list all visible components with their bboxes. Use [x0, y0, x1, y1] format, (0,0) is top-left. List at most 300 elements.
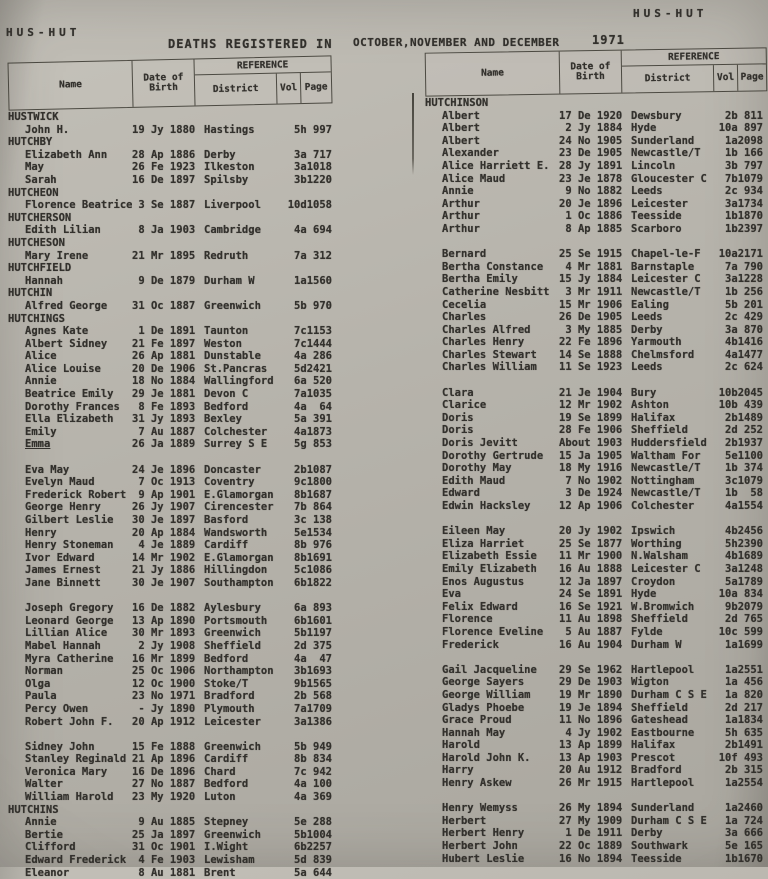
entry-vol-page: 7a1035 — [287, 388, 332, 401]
entry-vol-page: 1b1870 — [718, 210, 763, 223]
table-row — [8, 615, 334, 628]
entry-district: Hartlepool — [631, 777, 695, 790]
table-row — [425, 122, 765, 135]
entry-vol-page: 10c 599 — [718, 625, 763, 638]
table-row — [425, 399, 765, 412]
table-row — [425, 764, 765, 777]
entry-district: Newcastle/T — [631, 462, 701, 475]
entry-name: Sarah — [25, 173, 57, 186]
entry-district: Sheffield — [631, 613, 688, 626]
table-row — [425, 550, 765, 563]
table-row — [425, 173, 765, 186]
table-row — [425, 324, 765, 337]
table-header-left — [7, 55, 332, 110]
entry-vol-page: 4a 694 — [287, 224, 332, 237]
entry-district: Bexley — [204, 413, 242, 426]
table-row — [425, 185, 765, 198]
table-row — [8, 401, 334, 414]
entry-vol-page: 5b1197 — [287, 627, 332, 640]
entry-name: Dorothy Gertrude — [442, 449, 544, 462]
table-row — [8, 438, 334, 451]
table-row — [425, 827, 765, 840]
entry-birth-date: 25 Oc 1906 — [132, 665, 196, 678]
entry-birth-date: 29 De 1903 — [559, 676, 623, 689]
entry-name: Charles Henry — [442, 336, 525, 349]
entry-district: Weston — [204, 337, 242, 350]
entry-vol-page: 3a 666 — [718, 827, 763, 840]
table-row — [8, 300, 334, 313]
entry-district: Greenwich — [204, 627, 261, 640]
entry-name: Edith Maud — [442, 474, 506, 487]
entry-birth-date: 1 De 1911 — [559, 827, 623, 840]
entry-district: Greenwich — [204, 299, 261, 312]
entry-birth-date: 26 De 1905 — [559, 311, 623, 324]
entry-vol-page: 7c1153 — [287, 325, 332, 338]
entry-district: Newcastle/T — [631, 487, 701, 500]
entry-district: Barnstaple — [631, 260, 695, 273]
table-row — [8, 413, 334, 426]
entry-name: Florence Eveline — [442, 625, 544, 638]
entry-name: Dorothy May — [442, 462, 512, 475]
entry-vol-page: 1a 724 — [718, 814, 763, 827]
entry-vol-page: 3b 797 — [718, 159, 763, 172]
entry-district: Huddersfield — [631, 437, 707, 450]
entry-district: Basford — [204, 514, 249, 526]
entry-birth-date: 23 My 1920 — [132, 791, 196, 804]
entry-district: Dunstable — [204, 350, 261, 363]
entry-vol-page: 5e 288 — [287, 816, 332, 829]
entry-birth-date: About 1903 — [559, 437, 623, 450]
entry-vol-page: 1a 820 — [718, 688, 763, 701]
table-row — [8, 829, 334, 842]
entry-vol-page: 4a 47 — [287, 652, 332, 665]
entry-name: Charles Stewart — [442, 348, 537, 361]
entry-vol-page: 5d 839 — [287, 854, 332, 867]
entry-name: Ivor Edward — [25, 551, 95, 564]
entry-district: Greenwich — [204, 740, 261, 753]
entry-vol-page: 5b 949 — [287, 740, 332, 753]
entry-vol-page: 3a1248 — [718, 562, 763, 575]
surname-row: HUTCHINS — [8, 803, 59, 816]
entry-name: Sidney John — [25, 740, 95, 753]
entry-birth-date: 15 Jy 1884 — [559, 273, 623, 286]
entry-birth-date: 19 Jy 1880 — [132, 123, 196, 136]
column-header-reference: REFERENCE — [194, 56, 330, 75]
entry-district: Leicester — [631, 197, 688, 210]
entry-name: Florence — [442, 613, 493, 626]
entry-district: Leeds — [631, 185, 663, 198]
table-row — [425, 147, 765, 160]
entry-birth-date: 31 Oc 1901 — [132, 841, 196, 854]
entry-vol-page: 4a1873 — [287, 425, 332, 438]
table-row — [8, 350, 334, 363]
entry-district: Hillingdon — [204, 564, 268, 577]
entry-name: Bertie — [25, 828, 63, 841]
entry-vol-page: 5b 201 — [718, 298, 763, 311]
table-row — [8, 690, 334, 703]
entry-name: Charles — [442, 311, 487, 324]
table-row — [425, 299, 765, 312]
entry-birth-date: 28 Ap 1886 — [132, 148, 196, 161]
entry-vol-page: 5a 391 — [287, 413, 332, 426]
entry-birth-date: 19 Je 1894 — [559, 701, 623, 714]
block-gap — [8, 728, 334, 741]
entry-district: Aylesbury — [204, 602, 261, 615]
entry-district: I.Wight — [204, 841, 249, 854]
entry-vol-page: 1a2460 — [718, 802, 763, 815]
entry-vol-page: 2c 429 — [718, 311, 763, 324]
column-header-district: District — [622, 65, 714, 92]
entry-vol-page: 10b 439 — [718, 399, 763, 412]
entry-birth-date: 17 De 1920 — [559, 109, 623, 122]
entry-vol-page: 7b1079 — [718, 172, 763, 185]
entry-birth-date: 19 Mr 1890 — [559, 688, 623, 701]
block-gap — [8, 590, 334, 603]
table-row — [8, 703, 334, 716]
table-row — [8, 816, 334, 829]
entry-birth-date: - Jy 1890 — [132, 702, 196, 715]
table-row — [425, 639, 765, 652]
entry-birth-date: 20 Ap 1912 — [132, 715, 196, 728]
entry-birth-date: 20 Je 1896 — [559, 197, 623, 210]
page-title: DEATHS REGISTERED IN — [168, 37, 333, 51]
entry-birth-date: 4 Fe 1903 — [132, 854, 196, 867]
entry-district: Hyde — [631, 588, 657, 601]
entry-name: Albert — [442, 109, 480, 122]
entry-name: Charles William — [442, 361, 537, 374]
entry-vol-page: 3a1018 — [287, 161, 332, 174]
entry-vol-page: 2d 765 — [718, 613, 763, 626]
entry-name: Albert — [442, 134, 480, 147]
entry-name: Stanley Reginald — [25, 753, 127, 766]
entry-birth-date: 23 Je 1878 — [559, 172, 623, 185]
entry-name: Arthur — [442, 197, 480, 210]
table-row — [8, 753, 334, 766]
entry-birth-date: 7 Au 1887 — [132, 425, 196, 438]
table-row — [425, 261, 765, 274]
entry-district: Sheffield — [631, 701, 688, 714]
table-row — [425, 727, 765, 740]
entry-vol-page: 4a 369 — [287, 791, 332, 804]
entry-birth-date: 26 Ap 1881 — [132, 350, 196, 363]
entry-vol-page: 7b 864 — [287, 501, 332, 514]
entry-district: Northampton — [204, 665, 274, 678]
entry-birth-date: 4 Jy 1902 — [559, 726, 623, 739]
entry-district: Plymouth — [204, 702, 255, 715]
entry-vol-page: 6a 893 — [287, 602, 332, 615]
table-row — [8, 791, 334, 804]
table-row — [425, 475, 765, 488]
entry-birth-date: 12 Ja 1897 — [559, 575, 623, 588]
entry-vol-page: 1b2397 — [718, 222, 763, 235]
entry-district: Sunderland — [631, 802, 695, 815]
entry-birth-date: 30 Mr 1893 — [132, 627, 196, 640]
entry-district: Halifax — [631, 739, 676, 752]
entry-district: W.Bromwich — [631, 600, 695, 613]
entry-vol-page: 2d 375 — [287, 639, 332, 652]
entry-name: Edward Frederick — [25, 854, 127, 867]
entry-district: Taunton — [204, 325, 249, 338]
table-row — [425, 601, 765, 614]
entry-vol-page: 3a 717 — [287, 148, 332, 161]
entry-district: Dewsbury — [631, 109, 682, 122]
entry-name: Myra Catherine — [25, 652, 114, 665]
entry-vol-page: 10f 493 — [718, 751, 763, 764]
entry-name: Herbert John — [442, 840, 518, 853]
entry-district: Derby — [204, 148, 236, 161]
entry-birth-date: 28 Fe 1906 — [559, 424, 623, 437]
entry-district: Bedford — [204, 652, 249, 665]
entry-vol-page: 3a 870 — [718, 323, 763, 336]
entry-district: Leicester C — [631, 562, 701, 575]
entry-district: St.Pancras — [204, 362, 268, 375]
entry-district: N.Walsham — [631, 550, 688, 563]
table-row — [425, 462, 765, 475]
entry-name: Elizabeth Ann — [25, 148, 108, 161]
entry-vol-page: 10a 834 — [718, 588, 763, 601]
entry-name: Emma — [25, 438, 51, 451]
entry-vol-page: 1b 374 — [718, 462, 763, 475]
entry-birth-date: 26 Mr 1915 — [559, 777, 623, 790]
entry-district: Eastbourne — [631, 726, 695, 739]
entry-birth-date: 8 Au 1881 — [132, 866, 196, 879]
entry-vol-page: 2d 217 — [718, 701, 763, 714]
entry-vol-page: 3c1079 — [718, 474, 763, 487]
entry-name: Gilbert Leslie — [25, 514, 114, 526]
entry-birth-date: 4 Je 1889 — [132, 539, 196, 552]
entry-birth-date: 12 Oc 1900 — [132, 677, 196, 690]
column-divider-rule — [412, 93, 414, 175]
entry-name: Leonard George — [25, 614, 114, 627]
table-row — [425, 739, 765, 752]
entry-district: Bradford — [204, 690, 255, 703]
table-row — [8, 627, 334, 640]
table-row — [425, 424, 765, 437]
entry-birth-date: 29 Je 1881 — [132, 388, 196, 401]
table-row — [425, 387, 765, 400]
entry-birth-date: 23 No 1971 — [132, 690, 196, 703]
entry-name: George Henry — [25, 501, 101, 514]
entry-name: Henry — [25, 526, 57, 539]
entry-vol-page: 5e 165 — [718, 840, 763, 853]
column-header-district: District — [195, 74, 278, 106]
entry-vol-page: 2b1491 — [718, 739, 763, 752]
entry-name: Walter — [25, 778, 63, 791]
entry-district: Durham W — [631, 638, 682, 651]
entry-birth-date: 9 No 1882 — [559, 185, 623, 198]
table-row — [425, 160, 765, 173]
entry-vol-page: 6a 520 — [287, 375, 332, 388]
entry-name: Alice Harriett E. — [442, 159, 550, 172]
entry-name: Bertha Emily — [442, 273, 518, 286]
table-row — [8, 174, 334, 187]
entry-vol-page: 5b1004 — [287, 828, 332, 841]
entry-birth-date: 30 Je 1897 — [132, 514, 196, 526]
entry-district: Lewisham — [204, 854, 255, 867]
entry-name: Alice Maud — [442, 172, 506, 185]
entry-name: Alice — [25, 350, 57, 363]
entry-vol-page: 1a2554 — [718, 777, 763, 790]
table-row — [425, 525, 765, 538]
entry-district: Stepney — [204, 816, 249, 829]
register-column-left — [8, 111, 334, 879]
entry-birth-date: 26 Jy 1907 — [132, 501, 196, 514]
entry-vol-page: 3a1228 — [718, 273, 763, 286]
table-row — [8, 338, 334, 351]
entry-vol-page: 1b1670 — [718, 852, 763, 865]
entry-name: Lillian Alice — [25, 627, 108, 640]
table-row — [425, 311, 765, 324]
entry-vol-page: 4a 64 — [287, 400, 332, 413]
entry-birth-date: 23 De 1905 — [559, 147, 623, 160]
table-row — [425, 437, 765, 450]
entry-district: Coventry — [204, 476, 255, 489]
entry-name: Bertha Constance — [442, 260, 544, 273]
entry-district: Wandsworth — [204, 526, 268, 539]
entry-vol-page: 1b 58 — [718, 487, 763, 500]
entry-district: Scarboro — [631, 222, 682, 235]
entry-district: Gloucester C — [631, 172, 707, 185]
table-header-right — [425, 47, 768, 96]
table-row — [8, 489, 334, 502]
entry-vol-page: 6b2257 — [287, 841, 332, 854]
entry-birth-date: 16 Se 1921 — [559, 600, 623, 613]
entry-district: Colchester — [204, 425, 268, 438]
entry-name: Percy Owen — [25, 702, 89, 715]
entry-name: Clifford — [25, 841, 76, 854]
entry-birth-date: 21 Mr 1895 — [132, 249, 196, 262]
table-row — [8, 778, 334, 791]
surname-row: HUTCHFIELD — [8, 262, 72, 275]
entry-vol-page: 8b 834 — [287, 753, 332, 766]
entry-district: Surrey S E — [204, 438, 268, 451]
entry-district: Ashton — [631, 399, 669, 412]
entry-birth-date: 12 Ap 1906 — [559, 500, 623, 512]
entry-name: Herbert — [442, 814, 487, 827]
entry-birth-date: 1 De 1891 — [132, 325, 196, 338]
entry-birth-date: 3 De 1924 — [559, 487, 623, 500]
table-row — [8, 577, 334, 590]
entry-district: Ealing — [631, 298, 669, 311]
table-row — [425, 676, 765, 689]
entry-vol-page: 2c 624 — [718, 361, 763, 374]
corner-label-right: HUS-HUT — [633, 7, 708, 20]
entry-birth-date: 15 Mr 1906 — [559, 298, 623, 311]
entry-district: Derby — [631, 827, 663, 840]
entry-district: Newcastle/T — [631, 285, 701, 298]
column-header-page: Page — [740, 71, 764, 83]
entry-district: Teesside — [631, 852, 682, 865]
table-row — [425, 412, 765, 425]
entry-vol-page: 9c1800 — [287, 476, 332, 489]
entry-name: James Ernest — [25, 564, 101, 577]
entry-birth-date: 26 Ja 1889 — [132, 438, 196, 451]
entry-birth-date: 26 My 1894 — [559, 802, 623, 815]
block-gap — [425, 790, 765, 803]
entry-vol-page: 3a1734 — [718, 197, 763, 210]
entry-birth-date: 2 Jy 1884 — [559, 122, 623, 135]
entry-vol-page: 1a 456 — [718, 676, 763, 689]
entry-name: Eva — [442, 588, 461, 601]
block-gap — [425, 236, 765, 249]
table-row — [425, 210, 765, 223]
entry-vol-page: 10b2045 — [718, 386, 763, 399]
entry-vol-page: 7a 312 — [287, 249, 332, 262]
table-row — [425, 336, 765, 349]
entry-name: Norman — [25, 665, 63, 678]
entry-birth-date: 20 Ap 1884 — [132, 526, 196, 539]
entry-birth-date: 29 Se 1962 — [559, 663, 623, 676]
entry-name: Henry Wemyss — [442, 802, 518, 815]
entry-birth-date: 11 Au 1898 — [559, 613, 623, 626]
entry-name: Frederick — [442, 638, 499, 651]
surname-row: HUTCHINGS — [8, 312, 65, 325]
table-row — [425, 563, 765, 576]
entry-vol-page: 1a2551 — [718, 663, 763, 676]
table-row — [8, 199, 334, 212]
entry-name: Clara — [442, 386, 474, 399]
entry-district: Leeds — [631, 311, 663, 324]
entry-name: Emily Elizabeth — [442, 562, 537, 575]
table-row — [425, 613, 765, 626]
entry-vol-page: 2c 934 — [718, 185, 763, 198]
entry-name: Dorothy Frances — [25, 400, 120, 413]
block-gap — [425, 513, 765, 526]
entry-name: Eliza Harriet — [442, 537, 525, 550]
surname-row: HUSTWICK — [8, 111, 59, 123]
quarter-label: OCTOBER,NOVEMBER AND DECEMBER — [353, 36, 560, 49]
entry-birth-date: 31 Oc 1887 — [132, 299, 196, 312]
entry-birth-date: 16 De 1896 — [132, 765, 196, 778]
entry-district: Yarmouth — [631, 336, 682, 349]
entry-district: Bury — [631, 386, 657, 399]
entry-district: Liverpool — [204, 199, 261, 212]
entry-birth-date: 16 De 1897 — [132, 173, 196, 186]
entry-district: Devon C — [204, 388, 249, 401]
entry-vol-page: 10d1058 — [287, 199, 332, 212]
entry-birth-date: 13 Ap 1903 — [559, 751, 623, 764]
entry-district: Spilsby — [204, 173, 249, 186]
entry-vol-page: 7c1444 — [287, 337, 332, 350]
entry-vol-page: 1a1834 — [718, 714, 763, 727]
table-row — [8, 250, 334, 263]
block-gap — [425, 374, 765, 387]
entry-birth-date: 9 Ap 1901 — [132, 488, 196, 501]
entry-district: Portsmouth — [204, 614, 268, 627]
entry-name: Enos Augustus — [442, 575, 525, 588]
table-row — [8, 161, 334, 174]
entry-vol-page: 5a1789 — [718, 575, 763, 588]
entry-name: Veronica Mary — [25, 765, 108, 778]
entry-birth-date: 16 Mr 1899 — [132, 652, 196, 665]
entry-birth-date: 13 Ap 1890 — [132, 614, 196, 627]
entry-name: Beatrice Emily — [25, 388, 114, 401]
entry-name: Arthur — [442, 210, 480, 223]
entry-name: Gail Jacqueline — [442, 663, 537, 676]
entry-name: Robert John F. — [25, 715, 114, 728]
table-row — [425, 576, 765, 589]
entry-district: Lincoln — [631, 159, 676, 172]
entry-name: Edith Lilian — [25, 224, 101, 237]
entry-birth-date: 4 Mr 1881 — [559, 260, 623, 273]
entry-district: Luton — [204, 791, 236, 804]
table-row — [425, 487, 765, 500]
entry-district: Derby — [631, 323, 663, 336]
entry-name: Ella Elizabeth — [25, 413, 114, 426]
table-row — [8, 841, 334, 854]
entry-birth-date: 26 Fe 1923 — [132, 161, 196, 174]
entry-district: Greenwich — [204, 828, 261, 841]
